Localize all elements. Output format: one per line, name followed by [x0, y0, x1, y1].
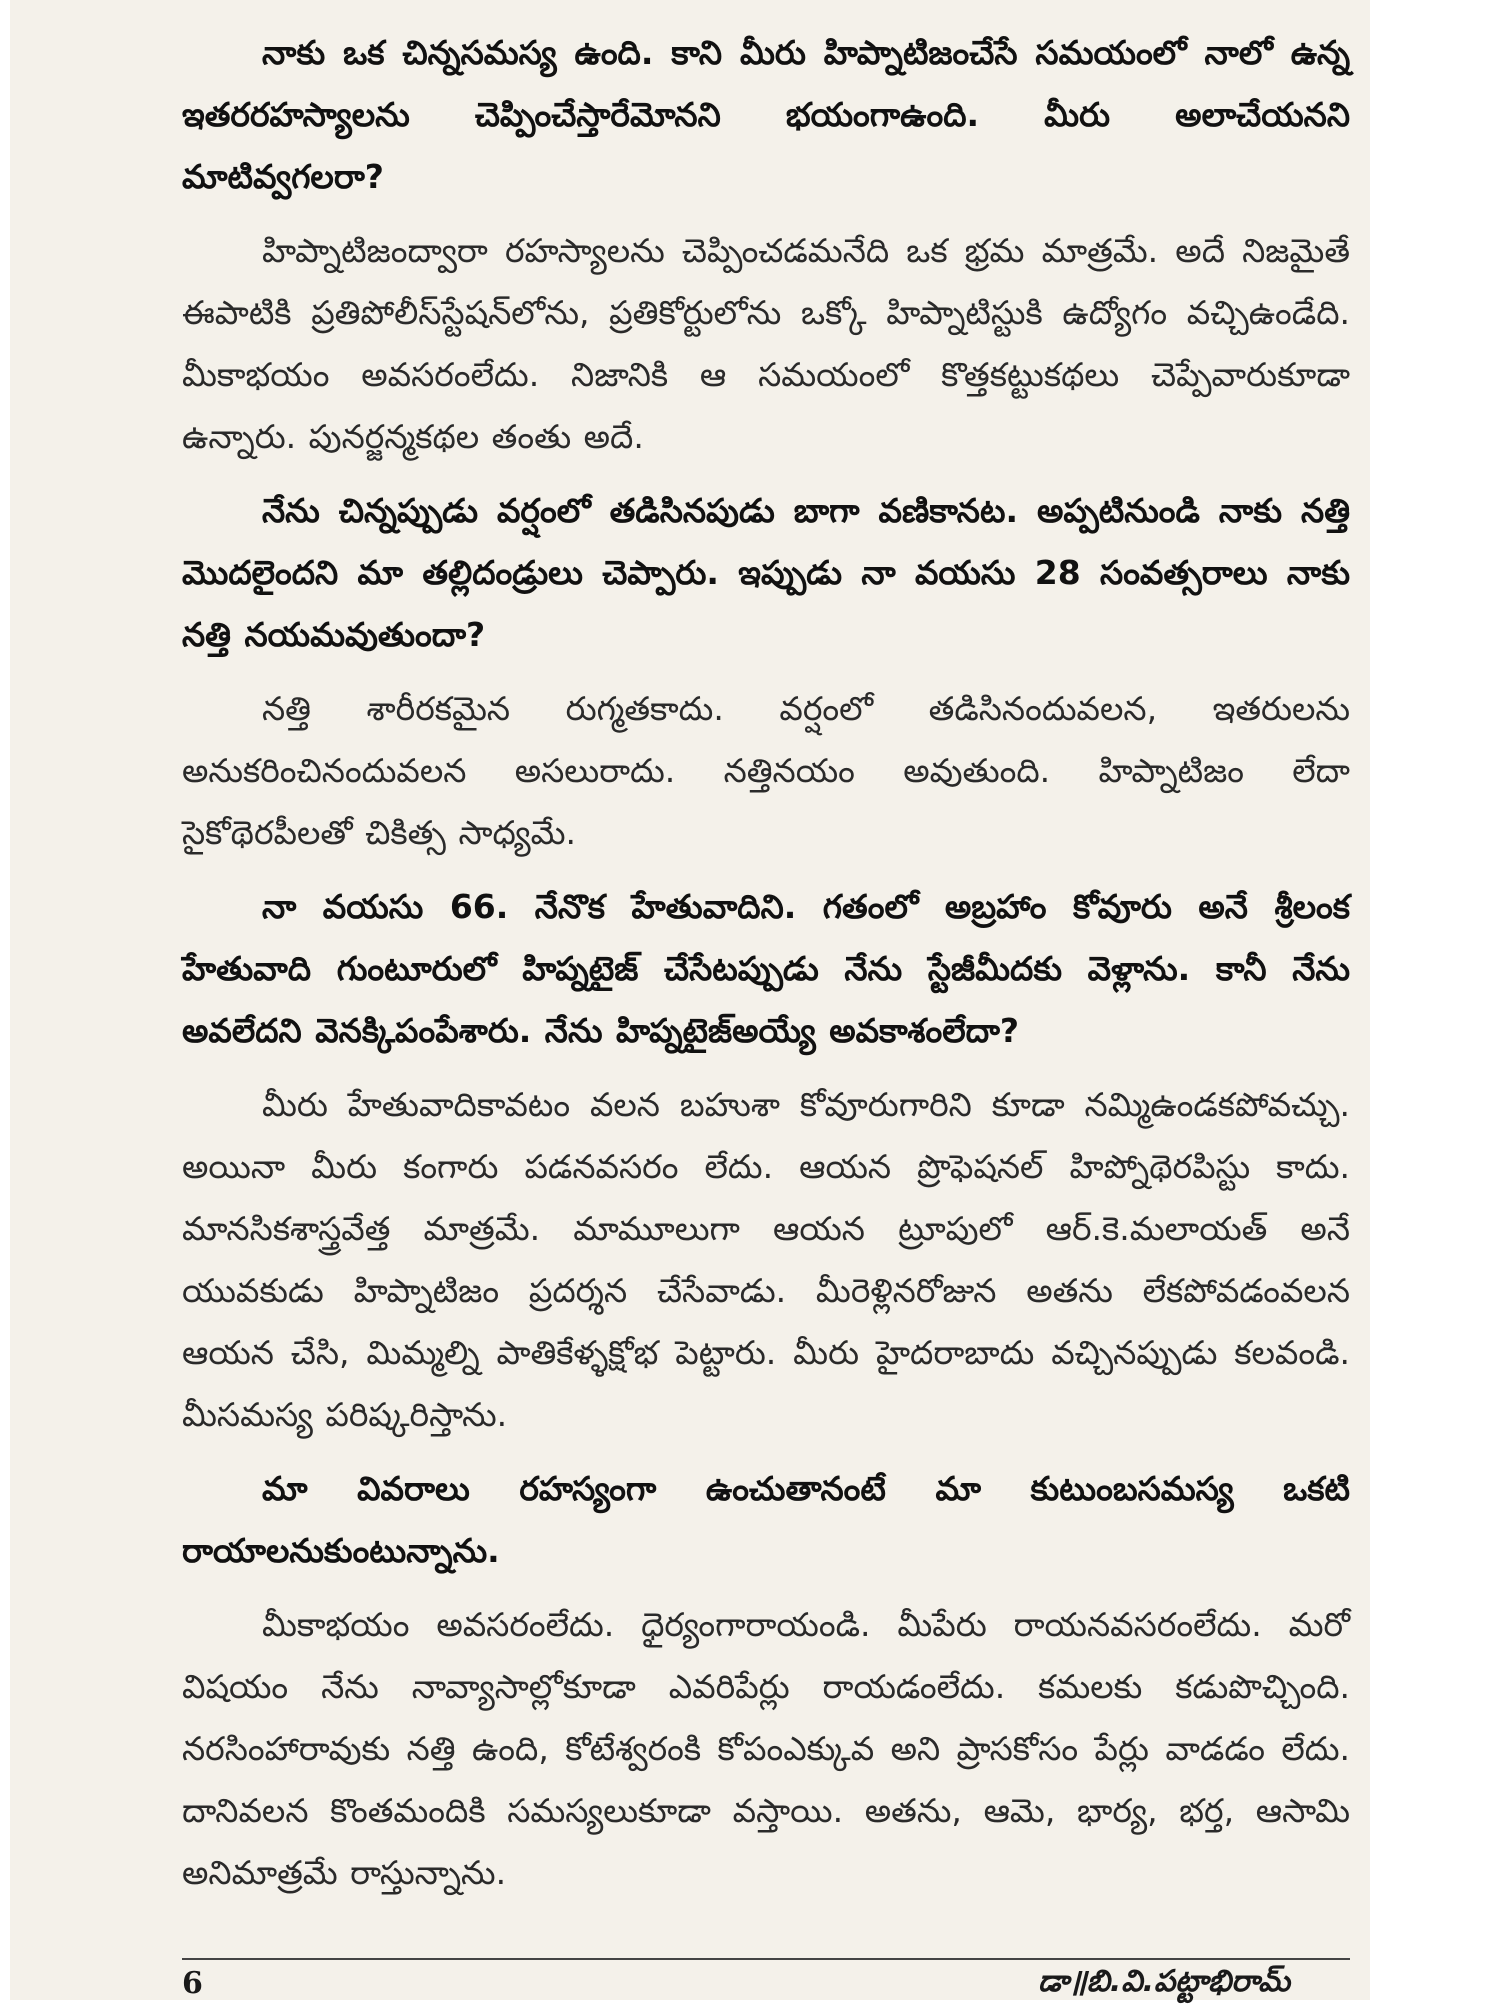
question-stammering: నేను చిన్నప్పుడు వర్షంలో తడిసినపుడు బాగా వణికానట. అప్పటినుండి నాకు నత్తి మొదలైందని మా తల్లిదండ్రులు చెప్పారు. ఇప్పుడు నా వయసు 28 సంవత్సరాలు నాకు నత్తి నయమవుతుందా?	[182, 491, 1350, 654]
question-rationalist: నా వయసు 66. నేనొక హేతువాదిని. గతంలో అబ్రహాం కోవూరు అనే శ్రీలంక హేతువాది గుంటూరులో హిప్నటైజ్ చేసేటప్పుడు నేను స్టేజీమీదకు వెళ్లాను. కానీ నేను అవలేదని వెనక్కిపంపేశారు. నేను హిప్నటైజ్‌అయ్యే అవకాశంలేదా?	[182, 887, 1350, 1050]
answer-rationalist: మీరు హేతువాదికావటం వలన బహుశా కోవూరుగారిని కూడా నమ్మిఉండకపోవచ్చు. అయినా మీరు కంగారు పడనవసరం లేదు. ఆయన ప్రొఫెషనల్ హిప్నోథెరపిస్టు కాదు. మానసికశాస్త్రవేత్త మాత్రమే. మామూలుగా ఆయన ట్రూపులో ఆర్.కె.మలాయత్ అనే యువకుడు హిప్నాటిజం ప్రదర్శన చేసేవాడు. మీరెళ్లినరోజున అతను లేకపోవడంవలన ఆయన చేసి, మిమ్మల్ని పాతికేళ్ళక్షోభ పెట్టారు. మీరు హైదరాబాదు వచ్చినప్పుడు కలవండి. మీసమస్య పరిష్కరిస్తాను.	[182, 1085, 1350, 1434]
book-page	[10, 0, 1370, 2000]
answer-family-problem: మీకాభయం అవసరంలేదు. ధైర్యంగారాయండి. మీపేరు రాయనవసరంలేదు. మరో విషయం నేను నావ్యాసాల్లోకూడా ఎవరిపేర్లు రాయడంలేదు. కమలకు కడుపొచ్చింది. నరసింహారావుకు నత్తి ఉంది, కోటేశ్వరంకి కోపంఎక్కువ అని ప్రాసకోసం పేర్లు వాడడం లేదు. దానివలన కొంతమందికి సమస్యలుకూడా వస్తాయి. అతను, ఆమె, భార్య, భర్త, ఆసామి అనిమాత్రమే రాస్తున్నాను.	[182, 1605, 1350, 1892]
answer-hypnosis-secrets: హిప్నాటిజంద్వారా రహస్యాలను చెప్పించడమనేది ఒక భ్రమ మాత్రమే. అదే నిజమైతే ఈపాటికి ప్రతిపోలీస్‌స్టేషన్‌లోను, ప్రతికోర్టులోను ఒక్కో హిప్నాటిస్టుకి ఉద్యోగం వచ్చిఉండేది. మీకాభయం అవసరంలేదు. నిజానికి ఆ సమయంలో కొత్తకట్టుకథలు చెప్పేవారుకూడా ఉన్నారు. పునర్జన్మకథల తంతు అదే.	[182, 231, 1350, 456]
question-hypnosis-secrets: నాకు ఒక చిన్నసమస్య ఉంది. కాని మీరు హిప్నాటిజంచేసే సమయంలో నాలో ఉన్న ఇతరరహస్యాలను చెప్పించేస్తారేమోనని భయంగాఉంది. మీరు అలాచేయనని మాటివ్వగలరా?	[182, 33, 1350, 196]
answer-stammering: నత్తి శారీరకమైన రుగ్మతకాదు. వర్షంలో తడిసినందువలన, ఇతరులను అనుకరించినందువలన అసలురాదు. నత్తినయం అవుతుంది. హిప్నాటిజం లేదా సైకోథెరపీలతో చికిత్స సాధ్యమే.	[182, 689, 1350, 852]
page-number: 6	[182, 1966, 203, 2001]
page-body	[182, 22, 1350, 1916]
footer-divider	[182, 1958, 1350, 1960]
author-name: డా॥బి.వి.పట్టాభిరామ్	[1038, 1964, 1290, 1999]
question-family-problem: మా వివరాలు రహస్యంగా ఉంచుతానంటే మా కుటుంబసమస్య ఒకటి రాయాలనుకుంటున్నాను.	[182, 1469, 1350, 1570]
